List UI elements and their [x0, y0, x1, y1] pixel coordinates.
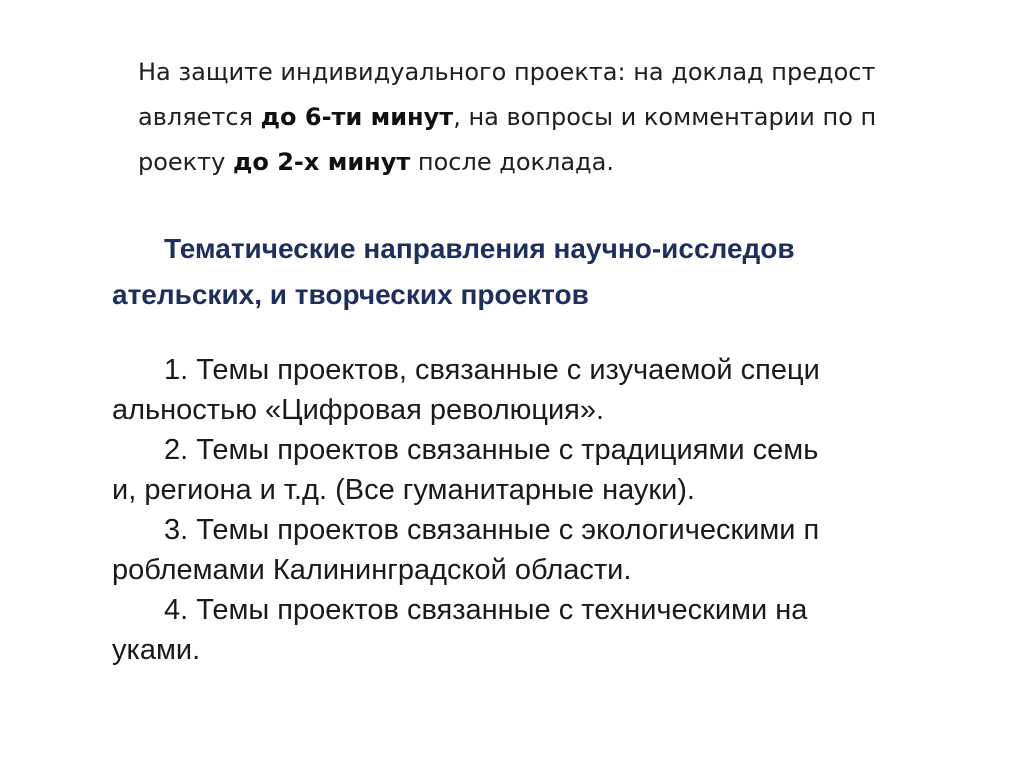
- topic-text: 2. Темы проектов связанные с традициями семь: [164, 434, 819, 466]
- topic-text: роблемами Калининградской области.: [112, 554, 632, 586]
- list-item: [112, 350, 942, 430]
- intro-text: На защите индивидуального проекта: на доклад предост: [138, 58, 876, 86]
- heading-line-1: Тематические направления научно-исследов: [164, 233, 795, 264]
- questions-duration-bold: до 2-х минут: [233, 148, 411, 176]
- talk-duration-bold: до 6-ти минут: [260, 103, 454, 131]
- topic-text: 4. Темы проектов связанные с техническими на: [164, 594, 808, 626]
- intro-paragraph: [138, 50, 978, 185]
- topic-text: и, региона и т.д. (Все гуманитарные науки).: [112, 474, 695, 506]
- list-item: [112, 590, 942, 670]
- intro-text: роекту: [138, 148, 233, 176]
- intro-line-1: [138, 50, 978, 95]
- intro-line-2: [138, 95, 978, 140]
- intro-text: , на вопросы и комментарии по п: [453, 103, 877, 131]
- intro-line-3: [138, 140, 978, 185]
- list-item: [112, 510, 942, 590]
- topic-text: альностью «Цифровая революция».: [112, 394, 605, 426]
- section-heading: [112, 226, 942, 318]
- intro-text: авляется: [138, 103, 261, 131]
- topics-list: [112, 350, 942, 670]
- heading-line-2: ательских, и творческих проектов: [112, 279, 589, 310]
- topic-text: 1. Темы проектов, связанные с изучаемой специ: [164, 354, 820, 386]
- list-item: [112, 430, 942, 510]
- intro-text: после доклада.: [410, 148, 614, 176]
- topic-text: 3. Темы проектов связанные с экологическими п: [164, 514, 820, 546]
- topic-text: уками.: [112, 634, 201, 666]
